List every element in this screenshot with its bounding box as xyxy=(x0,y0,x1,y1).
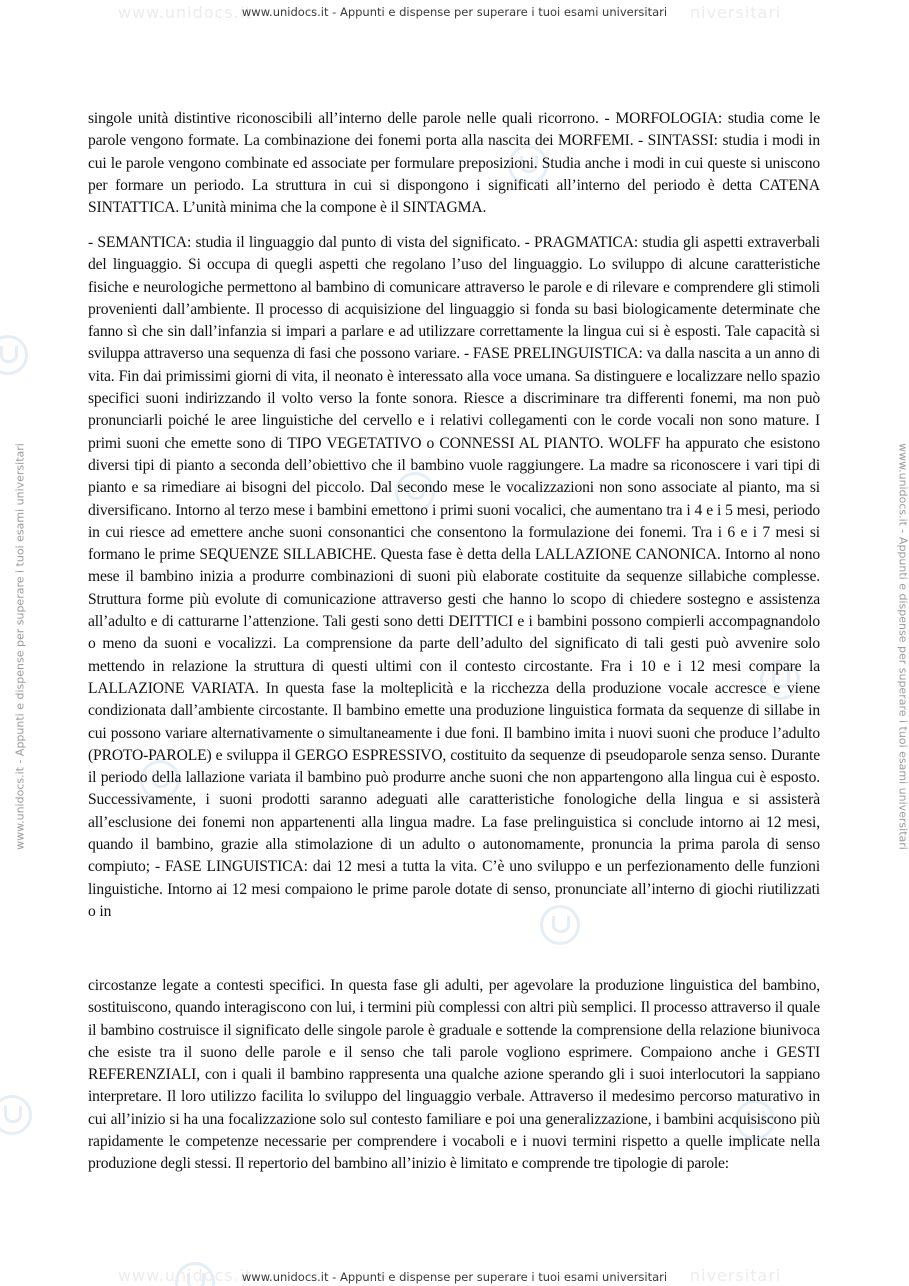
paragraph xyxy=(88,975,820,1176)
footer-watermark-banner: www.unidocs.it - Appunti e dispense per superare i tuoi esami universitari xyxy=(241,1270,668,1284)
right-side-watermark: www.unidocs.it - Appunti e dispense per superare i tuoi esami universitari xyxy=(896,443,909,850)
header-ghost-left: www.unidocs.it xyxy=(118,3,253,22)
header-ghost-right: niversitari xyxy=(690,3,782,22)
header-watermark-banner: www.unidocs.it - Appunti e dispense per superare i tuoi esami universitari xyxy=(241,5,668,19)
paragraph-text: circostanze legate a contesti specifici. In questa fase gli adulti, per agevolare la produzione linguistica del bambino, sostituiscono, quando interagiscono con lui, i termini più complessi con altri più semplici. Il processo attraverso il quale il bambino costruisce il significato delle singole parole è graduale e sottende la comprensione della relazione biunivoca che esiste tra il suono delle parole e il senso che tali parole vogliono esprimere. Compaiono anche i GESTI REFERENZIALI, con i quali il bambino rappresenta una qualche azione sperando gli i suoi interlocutori la sappiano interpretare. Il loro utilizzo facilita lo sviluppo del linguaggio verbale. Attraverso il medesimo percorso maturativo in cui all’inizio si ha una focalizzazione solo sul contesto familiare e poi una generalizzazione, i bambini acquisiscono più rapidamente le competenze necessarie per comprendere i vocaboli e i nuovi termini rispetto a quelle implicate nella produzione degli stessi. Il repertorio del bambino all’inizio è limitato e comprende tre tipologie di parole: xyxy=(88,977,820,1173)
paragraph xyxy=(88,232,820,923)
paragraph xyxy=(88,108,820,219)
paragraph-text: - SEMANTICA: studia il linguaggio dal punto di vista del significato. - PRAGMATICA: studia gli aspetti extraverbali del linguaggio. Si occupa di quegli aspetti che regolano l’uso del linguaggio. Lo sviluppo di alcune caratteristiche fisiche e neurologiche permettono al bambino di comunicare attraverso le parole e di rilevare e comprendere gli stimoli provenienti dall’ambiente. Il processo di acquisizione del linguaggio si fonda su basi biologicamente determinate che fanno sì che sin dall’infanzia si impari a parlare e ad utilizzare correttamente la lingua cui si è esposti. Tale capacità si sviluppa attraverso una sequenza di fasi che possono variare. - FASE PRELINGUISTICA: va dalla nascita a un anno di vita. Fin dai primissimi giorni di vita, il neonato è interessato alla voce umana. Sa distinguere e localizzare nello spazio specifici suoni indirizzando il volto verso la fonte sonora. Riesce a discriminare tra differenti fonemi, ma non può pronunciarli poiché le aree linguistiche del cervello e i relativi collegamenti con le corde vocali non sono mature. I primi suoni che emette sono di TIPO VEGETATIVO o CONNESSI AL PIANTO. WOLFF ha appurato che esistono diversi tipi di pianto a seconda dell’obiettivo che il bambino vuole raggiungere. La madre sa riconoscere i vari tipi di pianto e sa rimediare ai bisogni del piccolo. Dal secondo mese le vocalizzazioni non sono associate al pianto, ma si diversificano. Intorno al terzo mese i bambini emettono i primi suoni vocalici, che aumentano tra i 4 e i 5 mesi, periodo in cui riesce ad emettere anche suoni consonantici che consentono la formulazione dei fonemi. Tra i 6 e i 7 mesi si formano le prime SEQUENZE SILLABICHE. Questa fase è detta della LALLAZIONE CANONICA. Intorno al nono mese il bambino inizia a produrre combinazioni di suoni più elaborate costituite da sequenze sillabiche complesse. Struttura forme più evolute di comunicazione attraverso gesti che hanno lo scopo di chiedere sostegno e assistenza all’adulto e di catturarne l’attenzione. Tali gesti sono detti DEITTICI e i bambini possono compierli accompagnandolo o meno da suoni e vocalizzi. La comprensione da parte dell’adulto del significato di tali gesti può avvenire solo mettendo in relazione la struttura di questi ultimi con il contesto circostante. Fra i 10 e i 12 mesi compare la LALLAZIONE VARIATA. In questa fase la molteplicità e la ricchezza della produzione vocale accresce e viene condizionata dall’ambiente circostante. Il bambino emette una produzione linguistica formata da sequenze di sillabe in cui possono variare alternativamente o simultaneamente i due foni. Il bambino imita i nuovi suoni che produce l’adulto (PROTO-PAROLE) e sviluppa il GERGO ESPRESSIVO, costituito da sequenze di pseudoparole senza senso. Durante il periodo della lallazione variata il bambino può produrre anche suoni che non appartengono alla lingua cui è esposto. Successivamente, i suoni prodotti saranno adeguati alle caratteristiche fonologiche della lingua e si assisterà all’esclusione dei fonemi non appartenenti alla lingua madre. La fase prelinguistica si conclude intorno ai 12 mesi, quando il bambino, grazie alla stimolazione di un adulto o autonomamente, pronuncia la prima parola di senso compiuto; - FASE LINGUISTICA: dai 12 mesi a tutta la vita. C’è uno sviluppo e un perfezionamento delle funzioni linguistiche. Intorno ai 12 mesi compaiono le prime parole dotate di senso, pronunciate all’interno di giochi riutilizzati o in xyxy=(88,234,820,920)
footer-ghost-left: www.unidocs.it xyxy=(118,1266,253,1285)
left-side-watermark: www.unidocs.it - Appunti e dispense per superare i tuoi esami universitari xyxy=(13,443,27,850)
footer-ghost-right: niversitari xyxy=(690,1266,782,1285)
unidocs-logo-icon xyxy=(0,1095,32,1135)
paragraph-text: singole unità distintive riconoscibili all’interno delle parole nelle quali ricorrono. - MORFOLOGIA: studia come le parole vengono formate. La combinazione dei fonemi porta alla nascita dei MORFEMI. - SINTASSI: studia i modi in cui le parole vengono combinate ed associate per formulare preposizioni. Studia anche i modi in cui queste si uniscono per formare un periodo. La struttura in cui si dispongono i significati all’interno del periodo è detta CATENA SINTATTICA. L’unità minima che la compone è il SINTAGMA. xyxy=(88,110,820,217)
